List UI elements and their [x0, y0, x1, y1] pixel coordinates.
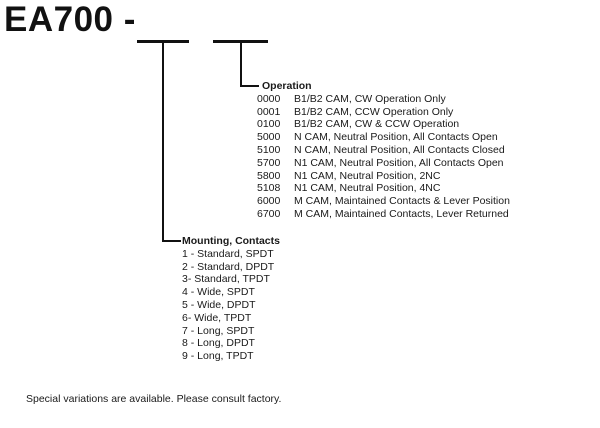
operation-code: 5100: [257, 143, 281, 156]
operation-code: 5000: [257, 131, 281, 144]
mounting-section: [182, 235, 280, 363]
operation-description: N CAM, Neutral Position, All Contacts Closed: [294, 143, 505, 156]
mounting-option: 7 - Long, SPDT: [182, 324, 255, 337]
mounting-option: 8 - Long, DPDT: [182, 337, 255, 350]
mounting-heading: Mounting, Contacts: [182, 235, 280, 247]
operation-section: [257, 80, 510, 221]
operation-code: 6700: [257, 207, 281, 220]
operation-code: 5700: [257, 156, 281, 169]
mounting-option: 2 - Standard, DPDT: [182, 260, 275, 273]
operation-code: 5108: [257, 182, 281, 195]
operation-code: 0001: [257, 105, 281, 118]
operation-code: 0100: [257, 118, 281, 131]
operation-code: 0000: [257, 92, 281, 105]
mounting-list: [182, 248, 280, 363]
operation-description: B1/B2 CAM, CW & CCW Operation: [294, 118, 460, 131]
operation-description: N1 CAM, Neutral Position, 2NC: [294, 169, 441, 182]
operation-description: N CAM, Neutral Position, All Contacts Open: [294, 131, 498, 144]
operation-code: 5800: [257, 169, 281, 182]
operation-option: [257, 170, 510, 183]
mounting-option: 4 - Wide, SPDT: [182, 286, 255, 299]
operation-description: M CAM, Maintained Contacts & Lever Position: [294, 195, 510, 208]
footnote: Special variations are available. Please consult factory.: [26, 393, 282, 405]
operation-description: N1 CAM, Neutral Position, 4NC: [294, 182, 441, 195]
mounting-option: 6- Wide, TPDT: [182, 311, 252, 324]
operation-option: [257, 131, 510, 144]
mounting-leader-horizontal: [162, 240, 181, 242]
mounting-option: 5 - Wide, DPDT: [182, 298, 256, 311]
operation-code: 6000: [257, 195, 281, 208]
operation-heading: Operation: [262, 80, 312, 92]
part-number-title: EA700 -: [4, 0, 136, 39]
operation-leader-vertical: [240, 43, 242, 87]
operation-option: [257, 106, 510, 119]
operation-description: B1/B2 CAM, CW Operation Only: [294, 92, 446, 105]
operation-option: [257, 195, 510, 208]
operation-list: [257, 93, 510, 221]
mounting-leader-vertical: [162, 43, 164, 242]
operation-description: B1/B2 CAM, CCW Operation Only: [294, 105, 454, 118]
operation-option: [257, 208, 510, 221]
mounting-option: 1 - Standard, SPDT: [182, 247, 274, 260]
mounting-option: 9 - Long, TPDT: [182, 350, 254, 363]
operation-description: N1 CAM, Neutral Position, All Contacts Open: [294, 156, 504, 169]
operation-description: M CAM, Maintained Contacts, Lever Returned: [294, 207, 509, 220]
operation-option: [257, 182, 510, 195]
operation-option: [257, 144, 510, 157]
operation-leader-horizontal: [240, 85, 259, 87]
operation-option: [257, 93, 510, 106]
mounting-option: 3- Standard, TPDT: [182, 273, 270, 286]
operation-option: [257, 157, 510, 170]
operation-option: [257, 118, 510, 131]
